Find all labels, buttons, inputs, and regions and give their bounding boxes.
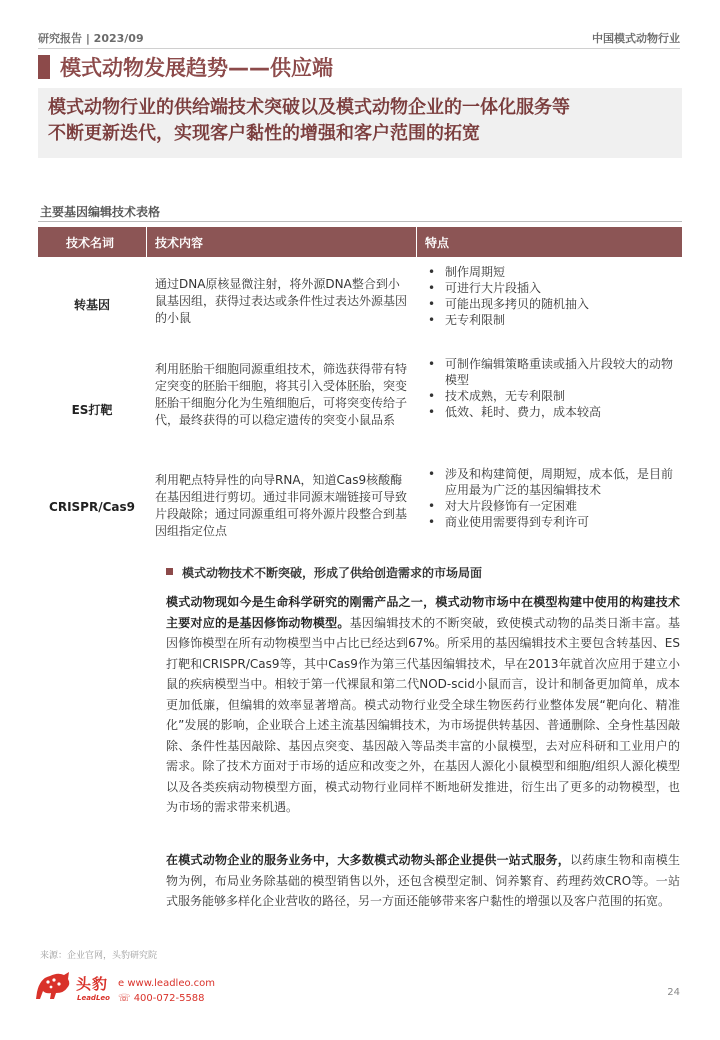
paragraph-body: 基因编辑技术的不断突破，致使模式动物的品类日渐丰富。基因修饰模型在所有动物模型当中占比已经达到67%。所采用的基因编辑技术主要包含转基因、ES打靶和CRISPR/Cas9等，其中Cas9作为第三代基因编辑技术，早在2013年就首次应用于建立小鼠的疾病模型当中。相较于第一代裸鼠和第二代NOD-scid小鼠而言，设计和制备更加简单，成本更加低廉，但编辑的效率显著增高。模式动物行业受全球生物医药行业整体发展“靶向化、精准化”发展的影响，企业联合上述主流基因编辑技术，为市场提供转基因、普通删除、全身性基因敲除、条件性基因敲除、基因点突变、基因敲入等品类丰富的小鼠模型，去对应科研和工业用户的需求。除了技术方面对于市场的适应和改变之外，在基因人源化小鼠模型和细胞/组织人源化模型以及各类疾病动物模型方面，模式动物行业同样不断地研发推进，衍生出了更多的动物模型，也为市场的需求带来机遇。: [166, 615, 680, 814]
feature-item: • 技术成熟，无专利限制: [425, 388, 680, 404]
table-row-features: [425, 356, 680, 420]
logo-subname: LeadLeo: [77, 994, 110, 1002]
feature-item: • 低效、耗时、费力，成本较高: [425, 404, 680, 420]
paragraph-body: 以药康生物和南模生物为例，布局业务除基础的模型销售以外，还包含模型定制、饲养繁育、药理药效CRO等。一站式服务能够多样化企业营收的路径，另一方面还能够带来客户黏性的增强以及客户范围的拓宽。: [166, 853, 680, 908]
feature-item: • 可制作编辑策略重读或插入片段较大的动物模型: [425, 356, 680, 388]
table-header-content: 技术内容: [155, 236, 204, 250]
phone-text: 400-072-5588: [133, 993, 205, 1004]
feature-item: • 涉及和构建简便，周期短，成本低，是目前应用最为广泛的基因编辑技术: [425, 466, 680, 498]
logo-name: 头豹: [76, 975, 109, 993]
source-note: 来源：企业官网，头豹研究院: [40, 951, 158, 961]
table-header-features: 特点: [425, 236, 450, 250]
header-divider: [38, 48, 680, 49]
title-accent-bar: [38, 55, 50, 79]
table-row-term: CRISPR/Cas9: [49, 500, 135, 514]
table-row-features: [425, 264, 680, 328]
table-row-content: 利用靶点特异性的向导RNA，知道Cas9核酸酶在基因组进行剪切。通过非同源末端链接可导致片段敲除；通过同源重组可将外源片段整合到基因组指定位点: [155, 473, 408, 538]
summary-line-1: 模式动物行业的供给端技术突破以及模式动物企业的一体化服务等: [48, 97, 570, 118]
feature-item: • 商业使用需要得到专利许可: [425, 514, 680, 530]
body-paragraph-1: [166, 592, 680, 818]
body-paragraph-2: [166, 850, 680, 912]
table-row-term: ES打靶: [71, 403, 113, 417]
summary-text: [48, 95, 678, 147]
feature-item: • 无专利限制: [425, 312, 680, 328]
leopard-logo-icon: [34, 966, 72, 1002]
globe-icon: e: [118, 978, 128, 989]
table-row-content: 利用胚胎干细胞同源重组技术，筛选获得带有特定突变的胚胎干细胞，将其引入受体胚胎，突变胚胎干细胞分化为生殖细胞后，可将突变传给子代，最终获得的可以稳定遗传的突变小鼠品系: [155, 362, 408, 427]
section-title: 模式动物技术不断突破，形成了供给创造需求的市场局面: [182, 566, 483, 580]
table-row-features: [425, 466, 680, 530]
header-separator: [146, 227, 147, 257]
feature-item: • 可进行大片段插入: [425, 280, 680, 296]
industry-label: 中国模式动物行业: [592, 32, 680, 45]
table-title: 主要基因编辑技术表格: [40, 205, 161, 219]
page-number: 24: [667, 987, 680, 998]
table-title-divider: [38, 221, 682, 222]
phone-number: [118, 993, 205, 1004]
table-header-term: 技术名词: [66, 236, 115, 250]
website-link[interactable]: [118, 978, 215, 989]
header-separator: [416, 227, 417, 257]
table-row-content: 通过DNA原核显微注射，将外源DNA整合到小鼠基因组，获得过表达或条件性过表达外源基因的小鼠: [155, 277, 408, 325]
feature-item: • 对大片段修饰有一定困难: [425, 498, 680, 514]
section-bullet-square: [166, 568, 173, 575]
page-title: 模式动物发展趋势——供应端: [60, 56, 333, 80]
phone-icon: ☏: [118, 993, 134, 1004]
table-row-term: 转基因: [73, 298, 110, 312]
table-header-row: [38, 227, 682, 257]
website-text: www.leadleo.com: [127, 978, 215, 989]
feature-item: • 制作周期短: [425, 264, 680, 280]
paragraph-lead: 模式动物现如今是生命科学研究的刚需产品之一，模式动物市场中在模型构建中使用的构建技术主要对应的是基因修饰动物模型。: [166, 595, 680, 630]
summary-line-2: 不断更新迭代，实现客户黏性的增强和客户范围的拓宽: [48, 123, 480, 144]
paragraph-lead: 在模式动物企业的服务业务中，大多数模式动物头部企业提供一站式服务，: [166, 853, 571, 867]
feature-item: • 可能出现多拷贝的随机抽入: [425, 296, 680, 312]
report-label: 研究报告 | 2023/09: [38, 32, 144, 45]
